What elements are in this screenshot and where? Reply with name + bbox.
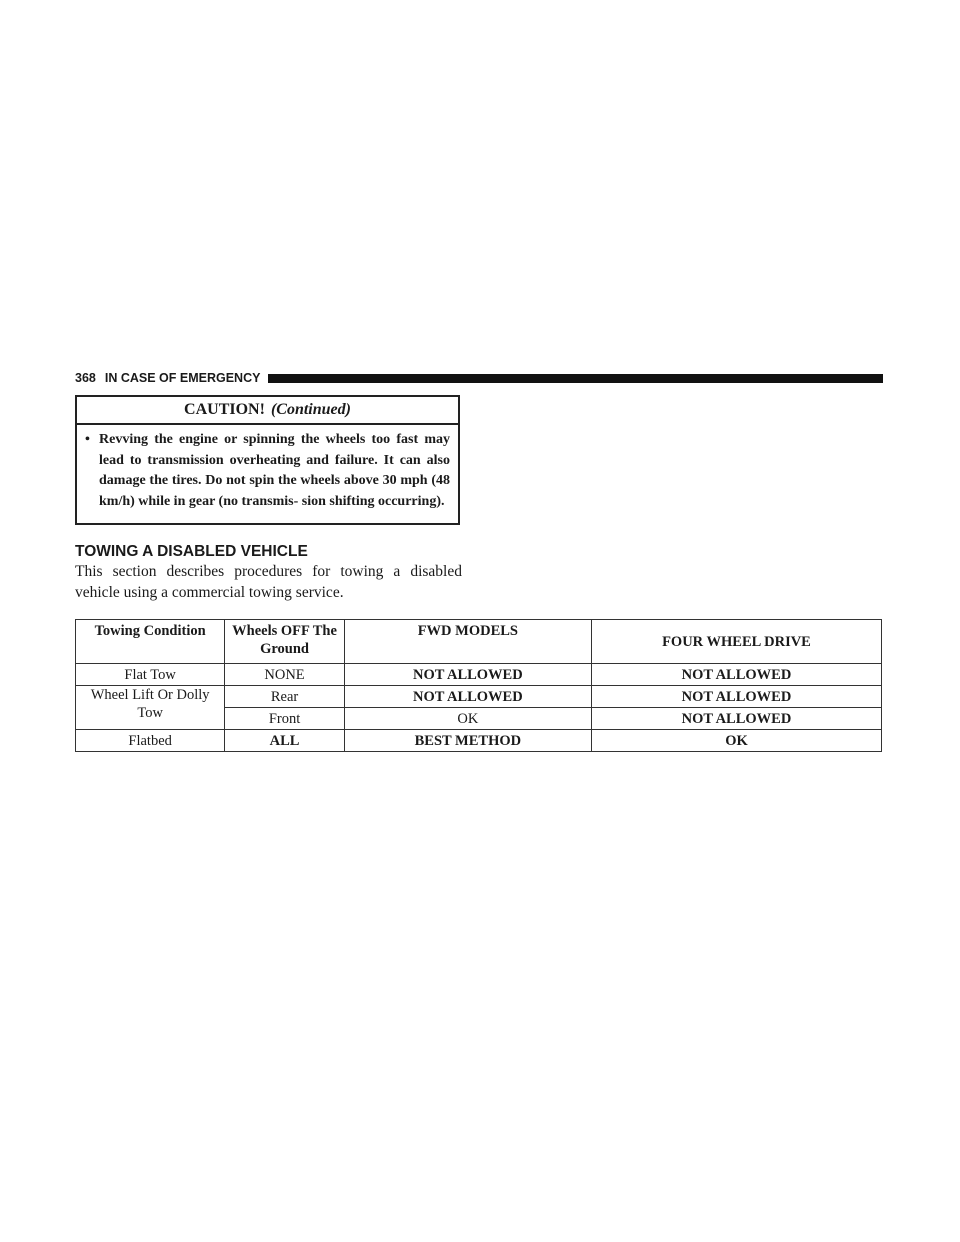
header-towing-condition: Towing Condition [76,620,225,664]
cell-4wd: NOT ALLOWED [591,708,881,730]
cell-4wd: NOT ALLOWED [591,686,881,708]
cell-fwd: NOT ALLOWED [344,686,591,708]
table-row [76,686,882,708]
bullet-icon: • [85,432,90,447]
cell-fwd: OK [344,708,591,730]
cell-condition: Flatbed [76,730,225,752]
caution-title-label: CAUTION! [184,401,265,418]
header-fwd-models: FWD MODELS [344,620,591,664]
cell-4wd: OK [591,730,881,752]
caution-body [77,425,458,512]
table-header-row [76,620,882,664]
caution-continued: (Continued) [270,401,351,418]
towing-table [75,619,882,752]
caution-title [77,397,458,425]
cell-condition: Flat Tow [76,664,225,686]
cell-wheels: Rear [225,686,345,708]
cell-condition: Wheel Lift Or Dolly Tow [76,686,225,730]
caution-text: Revving the engine or spinning the wheels too fast may lead to transmission overheating and failure. It can also damage the tires. Do not spin the wheels above 30 mph (48 km/h) while in gear (no transmis- sion shifting occurring). [99,432,450,509]
cell-wheels: ALL [225,730,345,752]
cell-wheels: Front [225,708,345,730]
header-four-wheel-drive: FOUR WHEEL DRIVE [591,620,881,664]
section-header-title: IN CASE OF EMERGENCY [104,371,261,385]
section-paragraph: This section describes procedures for towing a disabled vehicle using a commercial towing service. [75,563,462,601]
header-wheels-off: Wheels OFF The Ground [225,620,345,664]
table-row [76,730,882,752]
cell-fwd: BEST METHOD [344,730,591,752]
section-title: TOWING A DISABLED VEHICLE [75,543,308,560]
cell-4wd: NOT ALLOWED [591,664,881,686]
cell-fwd: NOT ALLOWED [344,664,591,686]
page-header [75,368,883,388]
cell-wheels: NONE [225,664,345,686]
caution-box [75,395,460,525]
page-number: 368 [75,371,96,385]
header-rule [268,374,883,383]
table-row [76,664,882,686]
